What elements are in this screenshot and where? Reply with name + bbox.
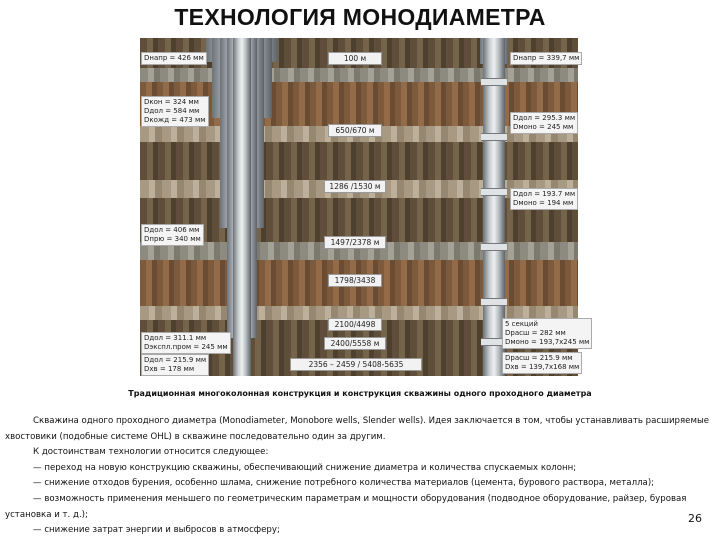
expandable-joint xyxy=(481,78,507,86)
liner xyxy=(233,38,251,376)
spec-line: Dэкспл.пром = 245 мм xyxy=(144,343,228,351)
paragraph: Скважина одного проходного диаметра (Monodiameter, Monobore wells, Slender wells). Идея заключается в том, чтобы устанавливать расширяемые хвостовики (подобные системе OHL) в скважине последовательно один за другим. xyxy=(5,416,710,442)
page-number: 26 xyxy=(688,512,702,525)
right-spec-label xyxy=(510,52,582,65)
rock-layer xyxy=(140,142,578,180)
expandable-joint xyxy=(481,243,507,251)
spec-line: Dдол = 215.9 мм xyxy=(144,356,207,364)
depth-label: 2100/4498 xyxy=(328,318,382,331)
depth-label: 650/670 м xyxy=(328,124,382,137)
paragraph: К достоинствам технологии относится следующее: xyxy=(33,447,269,458)
spec-line: Dмоно = 193,7x245 мм xyxy=(505,338,590,346)
expandable-joint xyxy=(481,298,507,306)
left-spec-label xyxy=(141,332,231,354)
right-spec-label xyxy=(510,188,578,210)
right-spec-label xyxy=(502,318,592,349)
body-text xyxy=(5,414,713,539)
spec-line: Dдол = 406 мм xyxy=(144,226,200,234)
spec-line: Dрасш = 282 мм xyxy=(505,329,566,337)
slide-title: ТЕХНОЛОГИЯ МОНОДИАМЕТРА xyxy=(174,4,546,30)
spec-line: Dхв = 178 мм xyxy=(144,365,195,373)
spec-line: Dдол = 584 мм xyxy=(144,107,200,115)
expandable-joint xyxy=(481,188,507,196)
right-spec-label xyxy=(502,352,582,374)
left-spec-label xyxy=(141,354,209,376)
spec-line: Dмоно = 245 мм xyxy=(513,123,574,131)
depth-label: 100 м xyxy=(328,52,382,65)
depth-label: 1798/3438 xyxy=(328,274,382,287)
spec-line: Dдол = 311.1 мм xyxy=(144,334,207,342)
spec-line: Dдол = 193.7 мм xyxy=(513,190,576,198)
spec-line: Dкожд = 473 мм xyxy=(144,116,206,124)
spec-line: Dпрю = 340 мм xyxy=(144,235,201,243)
spec-line: Dкон = 324 мм xyxy=(144,98,199,106)
spec-line: Dмоно = 194 мм xyxy=(513,199,574,207)
left-spec-label xyxy=(141,96,209,127)
spec-line: Dнапр = 426 мм xyxy=(144,54,204,62)
well-construction-figure xyxy=(140,38,590,376)
rock-layer xyxy=(140,68,578,82)
spec-line: 5 секций xyxy=(505,320,538,328)
paragraph: — возможность применения меньшего по геометрическим параметрам и мощности оборудования (подводное оборудование, райзер, буровая установка и т. д.); xyxy=(5,493,687,520)
figure-caption: Традиционная многоколонная конструкция и конструкция скважины одного проходного диаметра xyxy=(128,389,592,398)
left-spec-label xyxy=(141,52,207,65)
expandable-joint xyxy=(481,133,507,141)
spec-line: Dхв = 139,7x168 мм xyxy=(505,363,580,371)
depth-label: 1286 /1530 м xyxy=(324,180,386,193)
depth-label: 1497/2378 м xyxy=(324,236,386,249)
left-spec-label xyxy=(141,224,204,246)
right-spec-label xyxy=(510,112,578,134)
spec-line: Dдол = 295.3 мм xyxy=(513,114,576,122)
depth-label: 2400/5558 м xyxy=(324,337,386,350)
paragraph: — переход на новую конструкцию скважины, обеспечивающий снижение диаметра и количества спускаемых колонн; xyxy=(33,462,577,473)
paragraph: — снижение затрат энергии и выбросов в атмосферу; xyxy=(33,525,280,536)
spec-line: Dрасш = 215.9 мм xyxy=(505,354,573,362)
spec-line: Dнапр = 339,7 мм xyxy=(513,54,580,62)
depth-label: 2356 – 2459 / 5408-5635 xyxy=(290,358,422,371)
paragraph: — снижение отходов бурения, особенно шлама, снижение потребного количества материалов (цемента, бурового раствора, металла); xyxy=(33,478,655,489)
